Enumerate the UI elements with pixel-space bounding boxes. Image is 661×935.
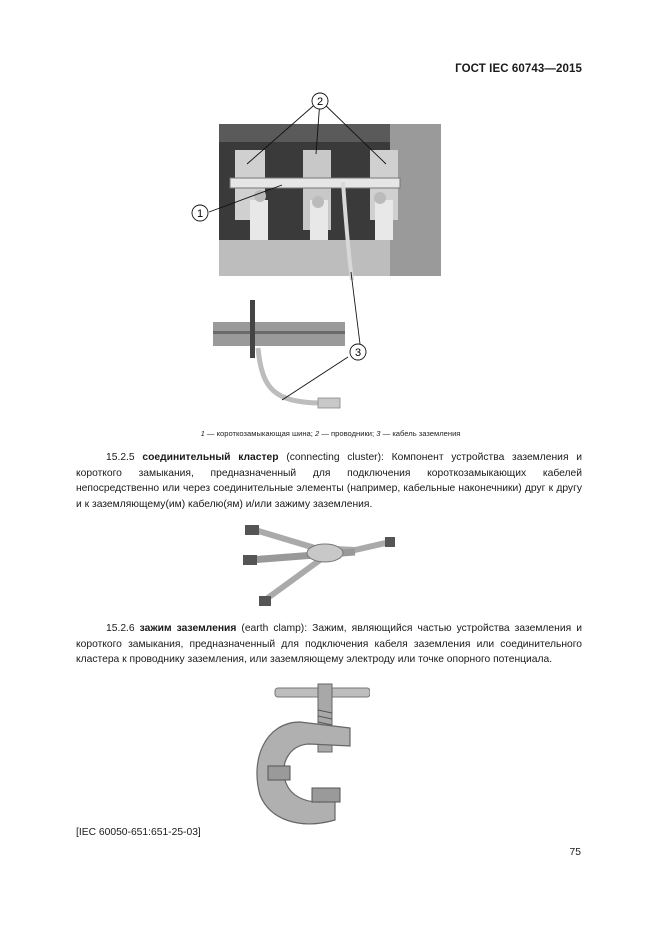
callout-3-label: 3 <box>354 347 362 359</box>
section-number: 15.2.6 <box>106 623 135 634</box>
section-definition: : Компонент устройства заземления и короткого замыкания, предназначенный для подключения короткозамыкающих кабелей непосредственно или через соединительные элементы (например, кабельные наконечники) друг к другу и к заземляющему(им) кабелю(ям) и/или зажиму заземления. <box>76 452 582 510</box>
callout-1 <box>192 205 208 221</box>
figure-grounding-assembly <box>190 90 450 420</box>
callout-2 <box>312 93 328 109</box>
iec-reference: [IEC 60050-651:651-25-03] <box>76 827 201 838</box>
short-circuit-bar <box>230 178 400 188</box>
section-term: зажим заземления <box>139 623 237 634</box>
section-15-2-5 <box>76 450 582 512</box>
section-15-2-6 <box>76 621 582 668</box>
callout-1-label: 1 <box>196 208 204 220</box>
figure-caption: 1 — короткозамыкающая шина; 2 — проводники; 3 — кабель заземления <box>200 429 461 438</box>
callout-2-label: 2 <box>316 96 324 108</box>
section-english-term: (connecting cluster) <box>286 452 382 463</box>
document-header: ГОСТ IEC 60743—2015 <box>455 63 582 75</box>
callout-3 <box>350 344 366 360</box>
section-term: соединительный кластер <box>142 452 279 463</box>
photo-earth-clamp <box>240 680 370 830</box>
section-definition: : Зажим, являющийся частью устройства заземления и короткого замыкания, предназначенный для подключения кабеля заземления или соединительного кластера к проводнику заземления, или заземляющему электроду или точке опорного потенциала. <box>76 623 582 666</box>
page-number: 75 <box>569 847 581 858</box>
section-english-term: (earth clamp) <box>241 623 305 634</box>
photo-connecting-cluster <box>235 520 400 610</box>
section-number: 15.2.5 <box>106 452 135 463</box>
